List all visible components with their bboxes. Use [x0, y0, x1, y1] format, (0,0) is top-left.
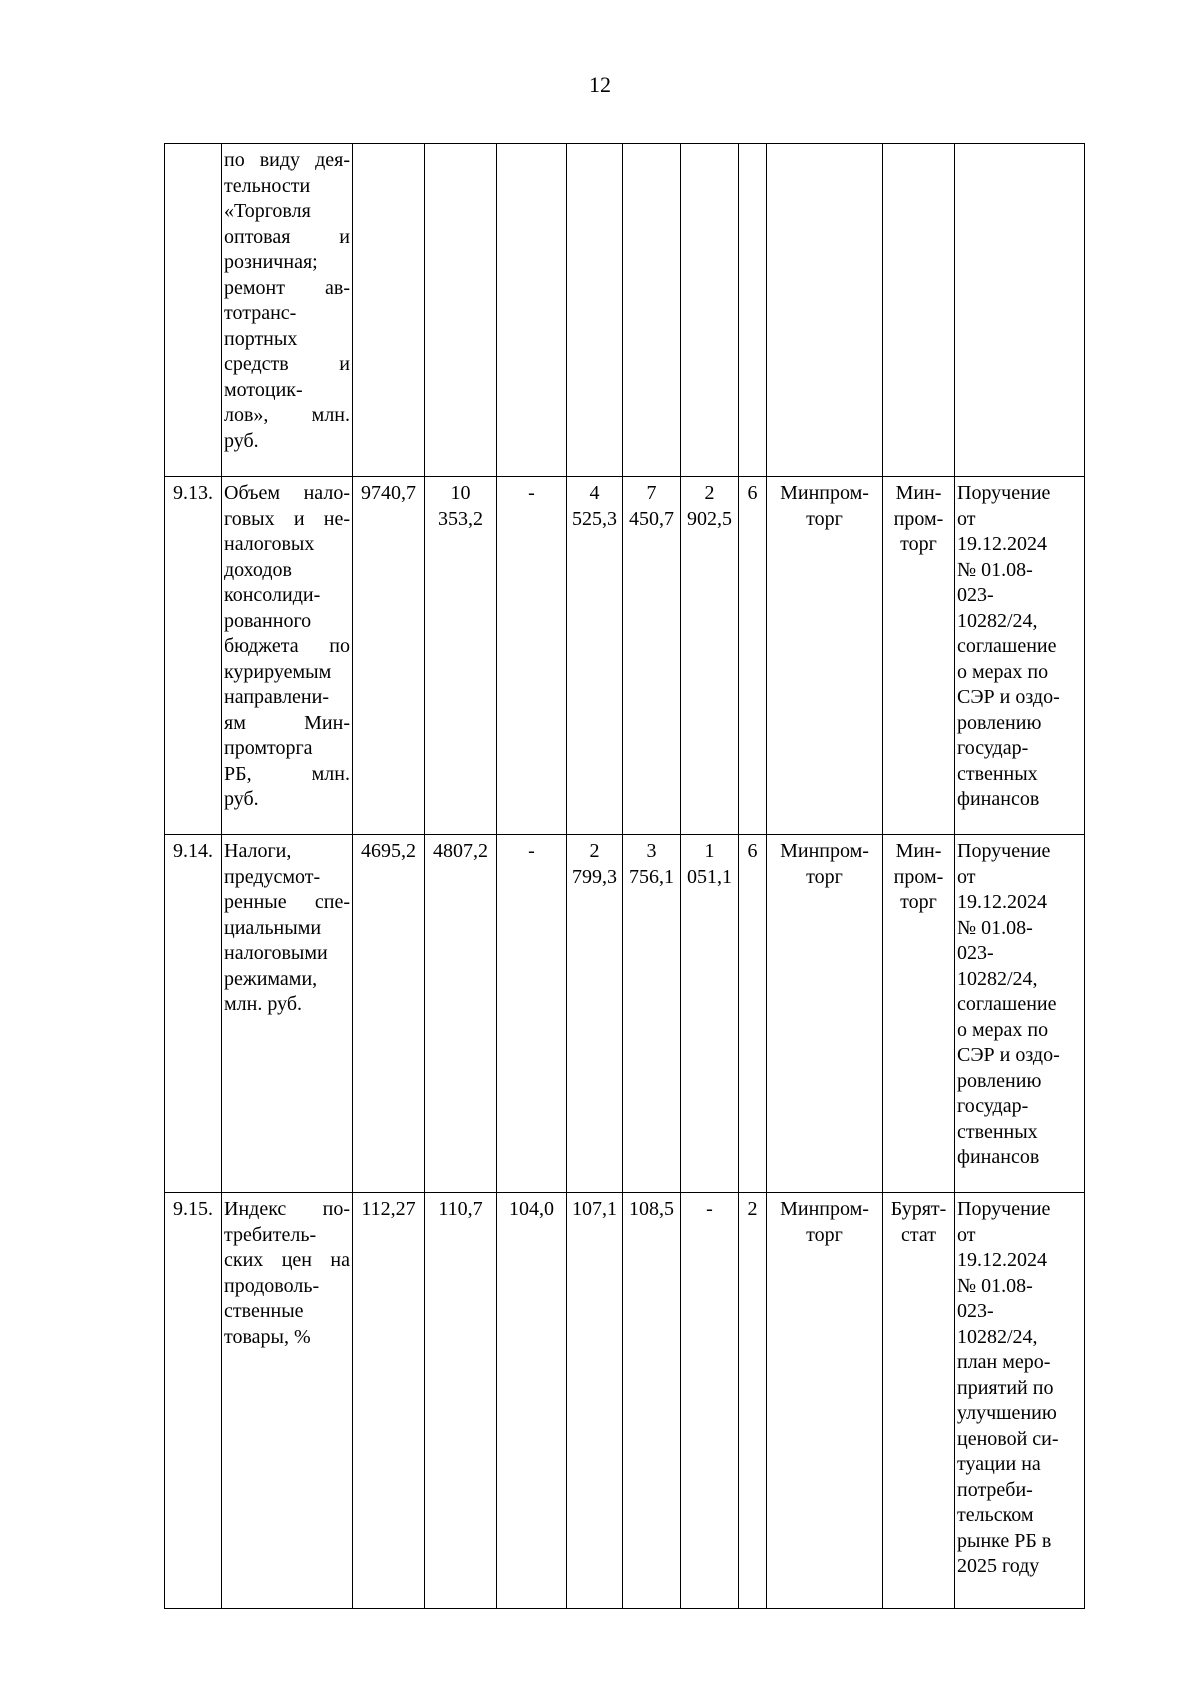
basis-line: № 01.08-: [957, 916, 1033, 939]
value-cell-v3-text: -: [528, 840, 535, 862]
basis-line: план меро-: [957, 1351, 1051, 1373]
indicator-name-line: ям Мин-: [224, 711, 350, 734]
responsible-cell: [767, 1193, 883, 1609]
value-cell-v6: [681, 144, 739, 477]
row-number-cell-text: 9.15.: [173, 1198, 213, 1220]
responsible-cell-text: Минпром- торг: [780, 482, 869, 530]
data-source-cell-text: Бурят- стат: [890, 1198, 947, 1246]
indicator-name-line: курируемым: [224, 660, 332, 683]
value-cell-v4: [567, 835, 623, 1193]
indicator-name-line: оптовая и: [224, 225, 350, 248]
value-cell-v5: [623, 144, 681, 477]
value-cell-v7: [739, 1193, 767, 1609]
value-cell-v5-text: 3 756,1: [629, 840, 674, 888]
basis-line: № 01.08-: [957, 1274, 1033, 1297]
data-source-cell: [883, 477, 955, 835]
indicator-name-cell: [222, 835, 353, 1193]
basis-line: соглашение: [957, 993, 1057, 1015]
indicator-name-line: ственные: [224, 1300, 304, 1322]
value-cell-v4-text: 2 799,3: [572, 840, 617, 888]
value-cell-v5: [623, 835, 681, 1193]
basis-line: государ-: [957, 1095, 1029, 1117]
indicator-name-line: доходов: [224, 558, 292, 581]
basis-line: Поручение: [957, 482, 1051, 504]
data-source-cell-text: Мин- пром- торг: [893, 840, 944, 913]
indicator-name-line: ренные спе-: [224, 891, 350, 913]
basis-line: СЭР и оздо-: [957, 686, 1060, 708]
value-cell-v4-text: 4 525,3: [572, 482, 617, 530]
basis-line: 023-: [957, 942, 994, 964]
indicator-name-cell: [222, 477, 353, 835]
value-cell-v3-text: 104,0: [509, 1198, 554, 1220]
indicator-name-line: розничная;: [224, 251, 318, 273]
table-row: [165, 1193, 1085, 1609]
indicator-name-cell: [222, 144, 353, 477]
value-cell-v2: [425, 1193, 497, 1609]
indicator-name-line: ремонт ав-: [224, 276, 350, 299]
basis-line: потреби-: [957, 1478, 1033, 1501]
row-number-cell: [165, 477, 222, 835]
table-row: [165, 835, 1085, 1193]
data-source-cell: [883, 835, 955, 1193]
indicator-name-line: Налоги,: [224, 840, 292, 862]
value-cell-v1: [353, 1193, 425, 1609]
indicator-name-line: рованного: [224, 609, 312, 632]
value-cell-v2: [425, 477, 497, 835]
value-cell-v6-text: 1 051,1: [687, 840, 732, 888]
value-cell-v6-text: 2 902,5: [687, 482, 732, 530]
basis-line: ровлению: [957, 711, 1042, 734]
indicators-table: [164, 143, 1085, 1609]
responsible-cell-text: Минпром- торг: [780, 840, 869, 888]
basis-line: 10282/24,: [957, 967, 1038, 990]
basis-line: о мерах по: [957, 1018, 1049, 1041]
value-cell-v4: [567, 1193, 623, 1609]
basis-line: ровлению: [957, 1069, 1042, 1092]
basis-line: рынке РБ в: [957, 1529, 1052, 1552]
indicator-name-line: направлени-: [224, 686, 329, 708]
basis-line: 023-: [957, 584, 994, 606]
basis-line: Поручение: [957, 1198, 1051, 1220]
value-cell-v7: [739, 144, 767, 477]
indicator-name-line: налоговыми: [224, 942, 328, 964]
value-cell-v1: [353, 835, 425, 1193]
value-cell-v6: [681, 835, 739, 1193]
value-cell-v2-text: 10 353,2: [438, 482, 483, 530]
basis-line: финансов: [957, 788, 1040, 810]
responsible-cell: [767, 835, 883, 1193]
indicator-name-line: «Торговля: [224, 200, 311, 222]
value-cell-v1-text: 112,27: [361, 1198, 416, 1220]
basis-line: 19.12.2024: [957, 891, 1047, 913]
data-source-cell-text: Мин- пром- торг: [893, 482, 944, 555]
basis-line: финансов: [957, 1146, 1040, 1168]
basis-cell: [955, 477, 1085, 835]
indicator-name-line: налоговых: [224, 533, 315, 555]
basis-line: ственных: [957, 1120, 1038, 1143]
row-number-cell: [165, 144, 222, 477]
indicator-name-line: консолиди-: [224, 584, 321, 606]
value-cell-v4: [567, 477, 623, 835]
value-cell-v1-text: 4695,2: [361, 840, 416, 862]
responsible-cell: [767, 477, 883, 835]
basis-line: от: [957, 507, 976, 530]
basis-line: 10282/24,: [957, 1325, 1038, 1348]
basis-line: 19.12.2024: [957, 1249, 1047, 1271]
indicator-name-line: говых и не-: [224, 507, 350, 530]
value-cell-v3-text: -: [528, 482, 535, 504]
basis-line: государ-: [957, 737, 1029, 759]
basis-line: СЭР и оздо-: [957, 1044, 1060, 1066]
basis-line: тельском: [957, 1504, 1034, 1526]
basis-line: 023-: [957, 1300, 994, 1322]
indicator-name-line: циальными: [224, 916, 322, 939]
basis-line: 19.12.2024: [957, 533, 1047, 555]
value-cell-v5: [623, 1193, 681, 1609]
basis-cell: [955, 1193, 1085, 1609]
value-cell-v7-text: 2: [747, 1198, 758, 1220]
value-cell-v5: [623, 477, 681, 835]
indicator-name-line: Объем нало-: [224, 482, 350, 504]
indicator-name-line: Индекс по-: [224, 1198, 350, 1220]
table-body: [165, 144, 1085, 1609]
indicator-name-line: бюджета по: [224, 635, 350, 657]
basis-line: № 01.08-: [957, 558, 1033, 581]
responsible-cell: [767, 144, 883, 477]
basis-line: 10282/24,: [957, 609, 1038, 632]
basis-line: улучшению: [957, 1402, 1057, 1424]
value-cell-v4: [567, 144, 623, 477]
value-cell-v3: [497, 477, 567, 835]
value-cell-v4-text: 107,1: [572, 1198, 617, 1220]
value-cell-v7-text: 6: [747, 482, 758, 504]
basis-line: о мерах по: [957, 660, 1049, 683]
basis-line: соглашение: [957, 635, 1057, 657]
value-cell-v3: [497, 835, 567, 1193]
value-cell-v6: [681, 477, 739, 835]
indicator-name-line: по виду дея-: [224, 149, 350, 171]
data-source-cell: [883, 144, 955, 477]
indicator-name-line: режимами,: [224, 967, 318, 990]
row-number-cell: [165, 1193, 222, 1609]
value-cell-v2: [425, 144, 497, 477]
basis-line: от: [957, 865, 976, 888]
value-cell-v3: [497, 144, 567, 477]
value-cell-v3: [497, 1193, 567, 1609]
value-cell-v6-text: -: [706, 1198, 713, 1220]
responsible-cell-text: Минпром- торг: [780, 1198, 869, 1246]
indicator-name-line: требитель-: [224, 1223, 317, 1246]
basis-line: 2025 году: [957, 1555, 1040, 1577]
page-number: 12: [589, 72, 611, 97]
value-cell-v7: [739, 835, 767, 1193]
value-cell-v5-text: 7 450,7: [629, 482, 674, 530]
indicator-name-line: ских цен на: [224, 1249, 350, 1271]
basis-line: ственных: [957, 762, 1038, 785]
table-row: [165, 144, 1085, 477]
indicator-name-line: руб.: [224, 429, 259, 452]
value-cell-v6: [681, 1193, 739, 1609]
basis-line: приятий по: [957, 1376, 1054, 1399]
data-source-cell: [883, 1193, 955, 1609]
basis-cell: [955, 835, 1085, 1193]
indicator-name-line: промторга: [224, 737, 313, 759]
indicator-name-line: портных: [224, 327, 298, 350]
value-cell-v2: [425, 835, 497, 1193]
indicator-name-line: продоволь-: [224, 1274, 320, 1297]
basis-line: от: [957, 1223, 976, 1246]
value-cell-v2-text: 4807,2: [433, 840, 488, 862]
value-cell-v1-text: 9740,7: [361, 482, 416, 504]
row-number-cell: [165, 835, 222, 1193]
value-cell-v1: [353, 144, 425, 477]
basis-line: Поручение: [957, 840, 1051, 862]
row-number-cell-text: 9.14.: [173, 840, 213, 862]
basis-line: туации на: [957, 1453, 1041, 1475]
basis-line: ценовой си-: [957, 1427, 1059, 1450]
indicator-name-line: лов», млн.: [224, 404, 350, 426]
value-cell-v7-text: 6: [747, 840, 758, 862]
indicator-name-line: предусмот-: [224, 865, 321, 888]
indicator-name-line: мотоцик-: [224, 378, 303, 401]
value-cell-v7: [739, 477, 767, 835]
indicator-name-cell: [222, 1193, 353, 1609]
indicator-name-line: руб.: [224, 788, 259, 810]
basis-cell: [955, 144, 1085, 477]
indicator-name-line: средств и: [224, 353, 350, 375]
indicator-name-line: товары, %: [224, 1325, 311, 1348]
indicator-name-line: тельности: [224, 174, 311, 197]
indicator-name-line: млн. руб.: [224, 993, 302, 1015]
table-row: [165, 477, 1085, 835]
row-number-cell-text: 9.13.: [173, 482, 213, 504]
value-cell-v2-text: 110,7: [438, 1198, 483, 1220]
value-cell-v1: [353, 477, 425, 835]
indicator-name-line: РБ, млн.: [224, 762, 350, 785]
indicator-name-line: тотранс-: [224, 302, 297, 324]
value-cell-v5-text: 108,5: [629, 1198, 674, 1220]
